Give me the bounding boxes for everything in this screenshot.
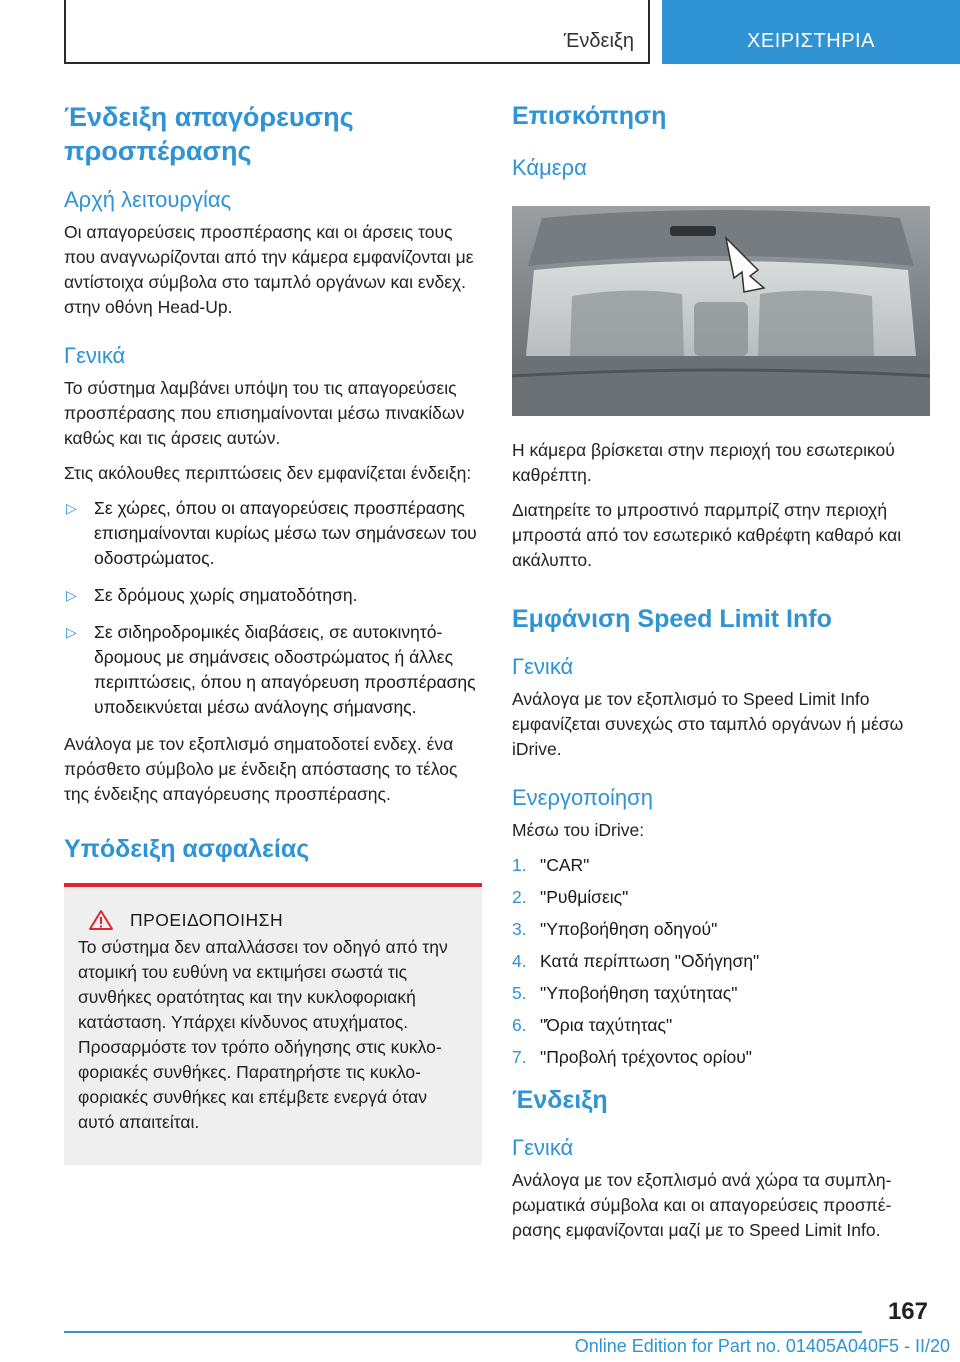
footer-edition: Online Edition for Part no. 01405A040F5 - II/20	[574, 1336, 950, 1356]
list-item: ▷ Σε σιδηροδρομικές διαβάσεις, σε αυτοκινητόδρομους με σημάνσεις οδοστρώματος ή άλλες περιπτώσεις, όπου η απαγόρευση προσπέρασης υποδεικνύεται μέσω ανάλογης σήμανσης.	[66, 622, 476, 717]
principle-heading: Αρχή λειτουργίας	[64, 187, 232, 212]
activation-steps	[512, 853, 932, 1070]
safety-heading: Υπόδειξη ασφαλείας	[64, 835, 310, 863]
general-text-2: Στις ακόλουθες περιπτώσεις δεν εμφανίζεται ένδειξη:	[64, 463, 472, 483]
list-item: 7. "Προβολή τρέχοντος ορίου"	[512, 1047, 752, 1067]
activation-text: Μέσω του iDrive:	[512, 820, 645, 840]
warning-box	[64, 887, 482, 1165]
triangle-bullet-icon: ▷	[66, 587, 77, 603]
page-title: Ένδειξη απαγόρευσης προσπέρασης	[64, 102, 354, 166]
speed-limit-heading: Εμφάνιση Speed Limit Info	[512, 605, 832, 633]
list-item: ▷ Σε δρόμους χωρίς σηματοδότηση.	[64, 583, 482, 608]
right-column	[512, 100, 932, 1243]
activation-heading: Ενεργοποίηση	[512, 785, 653, 810]
list-item: 2. "Ρυθμίσεις"	[512, 887, 629, 907]
header-chapter-tab[interactable]	[662, 0, 960, 64]
camera-heading: Κάμερα	[512, 155, 587, 180]
header-section-box	[64, 0, 650, 64]
speed-general-text: Ανάλογα με τον εξοπλισμό το Speed Limit Info εμφανίζεται συνεχώς στο ταμπλό οργάνων ή μέσω iDrive.	[512, 689, 904, 759]
list-item: 3. "Υποβοήθηση οδηγού"	[512, 919, 718, 939]
camera-location-photo	[512, 206, 930, 416]
closing-text: Ανάλογα με τον εξοπλισμό σηματοδοτεί ενδεχ. ένα πρόσθετο σύμβολο με ένδειξη απόστασης το τέλος της ένδειξης απαγόρευσης προσπέρασης.	[64, 734, 458, 804]
display-text: Ανάλογα με τον εξοπλισμό ανά χώρα τα συμπληρωματικά σύμβολα και οι απαγορεύσεις προσπέρασης εμφανίζονται μαζί με το Speed Limit Info.	[512, 1170, 892, 1240]
list-item: ▷ Σε χώρες, όπου οι απαγορεύσεις προσπέρασης επισημαίνονται κυρίως μέσω των σημάνσεων του οδοστρώματος.	[66, 498, 477, 568]
list-item: 4. Κατά περίπτωση "Οδήγηση"	[512, 951, 760, 971]
warning-triangle-icon	[88, 909, 114, 931]
page-number: 167	[887, 1298, 928, 1325]
list-item: 1. "CAR"	[512, 855, 590, 875]
warning-header	[78, 909, 468, 931]
display-general-heading: Γενικά	[512, 1135, 574, 1160]
camera-text-1: Η κάμερα βρίσκεται στην περιοχή του εσωτερικού καθρέπτη.	[512, 440, 895, 485]
footer-rule	[64, 1331, 862, 1333]
triangle-bullet-icon: ▷	[66, 624, 77, 640]
header-section-label: Ένδειξη	[563, 30, 634, 52]
camera-text-2: Διατηρείτε το μπροστινό παρμπρίζ στην περιοχή μπροστά από τον εσωτερικό καθρέφτη καθαρό και ακάλυπτο.	[512, 500, 902, 570]
overview-heading: Επισκόπηση	[512, 102, 667, 130]
exception-list	[64, 496, 482, 720]
list-item: 6. "Όρια ταχύτητας"	[512, 1015, 673, 1035]
list-item: 5. "Υποβοήθηση ταχύτητας"	[512, 983, 738, 1003]
display-heading: Ένδειξη	[512, 1086, 608, 1114]
triangle-bullet-icon: ▷	[66, 500, 77, 516]
principle-text: Οι απαγορεύσεις προσπέρασης και οι άρσεις τους που αναγνωρίζονται από την κάμερα εμφανίζονται με αντίστοιχα σύμβολα στο ταμπλό οργάνων και ενδεχ. στην οθόνη Head-Up.	[64, 222, 474, 317]
warning-title: ΠΡΟΕΙΔΟΠΟΙΗΣΗ	[130, 909, 284, 930]
left-column	[64, 100, 482, 1165]
warning-text: Το σύστημα δεν απαλλάσσει τον οδηγό από την ατομική του ευθύνη να εκτιμήσει σωστά τις συνθήκες ορατότητας και την κυκλοφοριακή κατάσταση. Υπάρχει κίνδυνος ατυχήματος. Προσαρμόστε τον τρόπο οδήγησης στις κυκλοφοριακές συνθήκες. Παρατηρήστε τις κυκλοφοριακές συνθήκες και επέμβετε ενεργά όταν αυτό απαιτείται.	[78, 937, 448, 1132]
header-chapter-label: ΧΕΙΡΙΣΤΗΡΙΑ	[747, 30, 875, 52]
general-heading: Γενικά	[64, 343, 126, 368]
speed-general-heading: Γενικά	[512, 654, 574, 679]
general-text-1: Το σύστημα λαμβάνει υπόψη του τις απαγορεύσεις προσπέρασης που επισημαίνονται μέσω πινακίδων καθώς και τις άρσεις αυτών.	[64, 378, 465, 448]
